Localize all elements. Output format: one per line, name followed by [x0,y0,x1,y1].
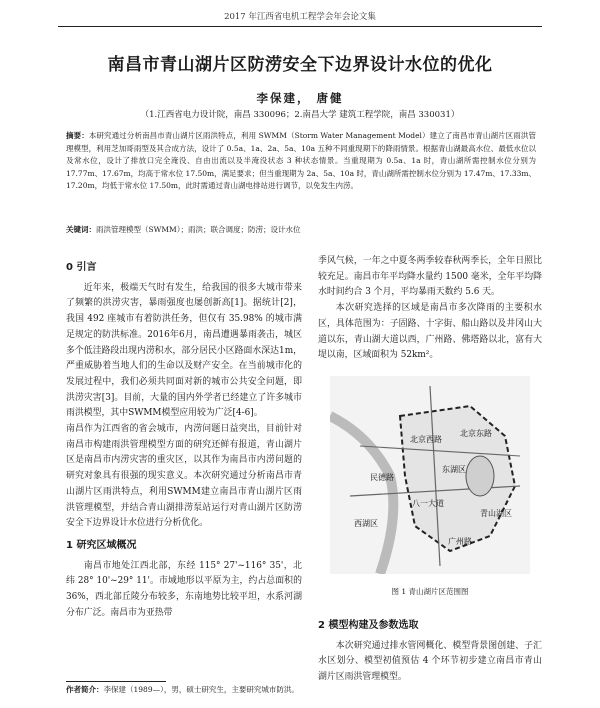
running-header: 2017 年江西省电机工程学会年会论文集 [224,12,376,22]
left-column [66,254,302,621]
map-label: 北京东路 [460,429,492,438]
section-heading-intro: 0 引言 [66,262,97,273]
author-footnote [66,684,302,695]
header-rule [58,26,542,27]
intro-paragraph-2: 南昌作为江西省的省会城市，内涝问题日益突出，目前针对南昌市构建雨洪管理模型方面的研究还鲜有报道，青山湖片区是南昌市内涝灾害的重灾区，以其作为南昌市内涝问题的研究对象具有很强的现实意义。本次研究通过分析南昌市青山湖片区雨洪特点，利用SWMM建立南昌市青山湖片区雨洪管理模型，并结合青山湖排涝泵站运行对青山湖片区防涝安全下边界设计水位进行分析优化。 [66,424,302,529]
authors: 李保建， 唐健 [256,91,344,105]
intro-paragraph-1: 近年来，极端天气时有发生，给我国的很多大城市带来了频繁的洪涝灾害，暴雨强度也屡创新高[1]。据统计[2]，我国 492 座城市有着防洪任务，但仅有 35.98% 的城市满足规定的防洪标准。2016年6月，南昌遭遇暴雨袭击，城区多个低洼路段出现内涝积水，部分居民小区路面水深达1m，严重威胁着当地人们的生命以及财产安全。在当前城市化的发展过程中，我们必须共同面对新的城市公共安全问题，即洪涝灾害[3]。目前，大量的国内外学者已经建立了许多城市雨洪模型，其中SWMM模型应用较为广泛[4-6]。 [66,282,302,419]
footnote-text: 李保建（1989—），男，硕士研究生，主要研究城市防洪。 [103,685,299,694]
model-paragraph: 本次研究通过排水管网概化、模型背景图创建、子汇水区划分、模型初值预估 4 个环节初步建立南昌市青山湖片区雨洪管理模型。 [318,640,542,683]
footnote-label: 作者简介： [66,685,104,694]
paper-title: 南昌市青山湖片区防涝安全下边界设计水位的优化 [107,55,493,75]
qingshan-lake [466,456,494,496]
right-column-bottom [318,612,542,686]
map-label: 北京西路 [410,435,442,444]
map-label: 八一大道 [412,499,444,508]
map-label: 广州路 [448,537,472,546]
study-area-paragraph: 南昌市地处江西北部，东经 115° 27'~116° 35'，北纬 28° 10'~29° 11'。市域地形以平原为主，约占总面积的 36%，西北部丘陵分布较多，东南地势比较平坦，水系河湖分布广泛。南昌市为亚热带 [66,560,302,618]
affiliation: （1.江西省电力设计院，南昌 330096；2.南昌大学 建筑工程学院，南昌 330031） [140,110,460,120]
section-heading-study-area: 1 研究区域概况 [66,539,137,551]
right-column-top [318,254,542,364]
region-paragraph: 本次研究选择的区域是南昌市多次降雨的主要积水区，具体范围为：子固路、十字街、船山路以及井冈山大道以东，青山湖大道以西，广州路、佛塔路以北，富有大堤以南，区域面积为 52km²。 [318,303,542,361]
keywords [66,224,536,235]
section-heading-model: 2 模型构建及参数选取 [318,620,419,631]
qingshanhu-area-map [330,376,530,574]
climate-paragraph: 季风气候，一年之中夏冬两季较春秋两季长，全年日照比较充足。南昌市年平均降水量约 1500 毫米，全年平均降水时间约合 3 个月，平均暴雨天数约 5.6 天。 [318,256,542,298]
map-label: 东湖区 [442,465,466,474]
map-label: 青山湖区 [480,509,512,518]
figure-caption: 图 1 青山湖片区范围图 [391,587,469,596]
abstract-label: 摘要： [66,131,89,140]
abstract-text: 本研究通过分析南昌市青山湖片区雨洪特点，利用 SWMM（Storm Water Management Model）建立了南昌市青山湖片区雨洪管理模型，利用芝加哥雨型及其合成方法，设计了 0.5a、1a、2a、5a、10a 五种不同重现期下的降雨情景。根据青山湖最高水位、最低水位以及常水位，设计了排放口完全淹没、自由出流以及半淹没状态 3 种状态情景。当重现期为 0.5a、1a 时，青山湖所需控制水位分别为 17.77m、17.67m，均高于常水位 17.50m，满足要求；但当重现期为 2a、5a、10a 时，青山湖所需控制水位分别为 17.47m、17.33m、17.20m，均低于常水位 17.50m，此时需通过青山湖电排站进行调节，以免发生内涝。 [66,131,537,190]
map-label: 民德路 [370,473,394,482]
keywords-text: 雨洪管理模型（SWMM）；雨洪；联合调度；防涝；设计水位 [96,225,301,234]
footnote-rule [66,681,166,682]
keywords-label: 关键词： [66,225,96,234]
abstract [66,130,536,193]
map-label: 西湖区 [354,519,378,528]
